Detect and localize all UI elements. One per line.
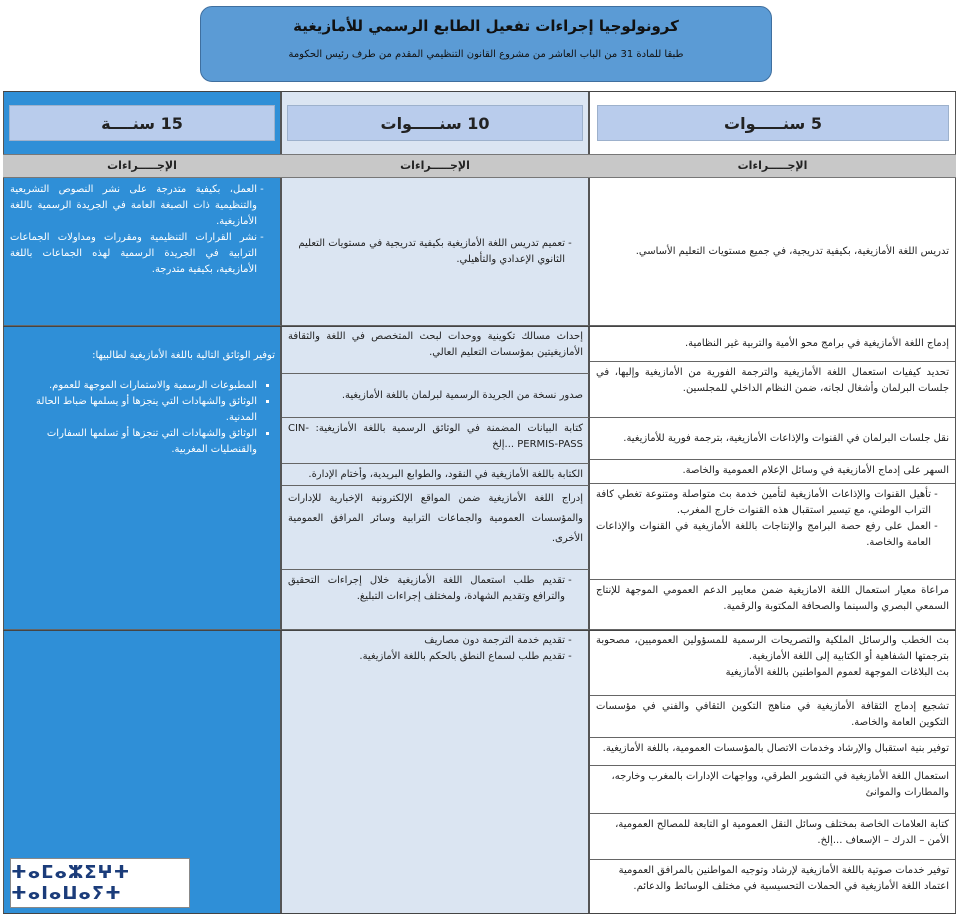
list-item: ▪ الوثائق والشهادات التي ينجزها أو يسلمها ضباط الحالة المدنية.: [10, 394, 257, 426]
row-separator: [3, 326, 956, 327]
five-item-2: إدماج اللغة الأمازيغية في برامج محو الأمية والتربية غير النظامية.: [590, 326, 955, 362]
fifteen-item-1: [4, 179, 281, 326]
five-item-7: [590, 630, 955, 696]
ten-item-1: [282, 179, 589, 326]
list-item: - تأهيل القنوات والإذاعات الأمازيغية لتأمين خدمة بث متواصلة ومتنوعة تغطي كافة التراب الوطني، مع تيسير استقبال هذه القنوات خارج المغرب.: [596, 487, 931, 519]
ten-item-7: [282, 570, 589, 630]
list-item: - العمل، بكيفية متدرجة على نشر النصوص التشريعية والتنظيمية ذات الصبغة العامة في الجريدة الرسمية باللغة الأمازيغية.: [10, 182, 257, 230]
five-item-12-b: اعتماد اللغة الأمازيغية في الحملات التحسيسية في مختلف الوسائط والدعائم.: [633, 881, 949, 892]
list-item: ▪ الوثائق والشهادات التي تنجزها أو تسلمها السفارات والقنصليات المغربية.: [10, 426, 257, 458]
five-item-8: تشجيع إدماج الثقافة الأمازيغية في مناهج التكوين الثقافي والفني في مؤسسات التكوين العامة والخاصة.: [590, 696, 955, 738]
title-banner: [200, 6, 772, 82]
five-item-3: تحديد كيفيات استعمال اللغة الأمازيغية والترجمة الفورية من الأمازيغية وإليها، في جلسات البرلمان وأشغال لجانه، ضمن النظام الداخلي للمجلسين.: [590, 362, 955, 418]
five-item-7-b: بث البلاغات الموجهة لعموم المواطنين باللغة الأمازيغية: [725, 667, 949, 678]
list-item: - تعميم تدريس اللغة الأمازيغية بكيفية تدريجية في مستويات التعليم الثانوي الإعدادي والتأهيلي.: [288, 236, 565, 268]
subheader-5-years: الإجـــــراءات: [589, 154, 956, 178]
ten-item-6: إدراج اللغة الأمازيغية ضمن المواقع الإلكترونية الإخبارية للإدارات والمؤسسات العمومية والجماعات الترابية وسائر المرافق العمومية الأخرى.: [282, 486, 589, 570]
five-item-11: كتابة العلامات الخاصة بمختلف وسائل النقل العمومية او التابعة للمصالح العمومية، الأمن – الدرك – الإسعاف ...إلخ.: [590, 814, 955, 860]
page-subtitle: طبقا للمادة 31 من الباب العاشر من مشروع القانون التنظيمي المقدم من طرف رئيس الحكومة: [288, 49, 684, 60]
subheader-15-years: الإجـــــراءات: [3, 154, 281, 178]
header-15-years: 15 سنــــة: [9, 105, 275, 141]
list-item: - العمل على رفع حصة البرامج والإنتاجات باللغة الأمازيغية في القنوات والإذاعات العامة والخاصة.: [596, 519, 931, 551]
row-separator: [3, 630, 956, 631]
five-item-1: تدريس اللغة الأمازيغية، بكيفية تدريجية، في جميع مستويات التعليم الأساسي.: [590, 179, 955, 326]
ten-item-4: كتابة البيانات المضمنة في الوثائق الرسمية باللغة الأمازيغية: -CIN PERMIS-PASS ...إلخ: [282, 418, 589, 464]
five-item-4: نقل جلسات البرلمان في القنوات والإذاعات الأمازيغية، بترجمة فورية للأمازيغية.: [590, 418, 955, 460]
list-item: - تقديم طلب لسماع النطق بالحكم باللغة الأمازيغية.: [288, 649, 565, 665]
header-5-years: 5 سنـــــوات: [597, 105, 949, 141]
page-title: كرونولوجيا إجراءات تفعيل الطابع الرسمي للأمازيغية: [293, 17, 679, 35]
ten-item-5: الكتابة باللغة الأمازيغية في النقود، والطوابع البريدية، وأختام الإدارة.: [282, 464, 589, 486]
five-item-12: [590, 860, 955, 913]
five-item-6: مراعاة معيار استعمال اللغة الامازيغية ضمن معايير الدعم العمومي الموجهة للإنتاج السمعي البصري والسينما والصحافة المكتوبة والرقمية.: [590, 580, 955, 630]
fifteen-item-2: [4, 326, 281, 630]
table-top-border: [3, 91, 956, 92]
five-item-5: السهر على إدماج الأمازيغية في وسائل الإعلام العمومية والخاصة.: [590, 460, 955, 484]
list-item: - تقديم طلب استعمال اللغة الأمازيغية خلال إجراءات التحقيق والترافع وتقديم الشهادة، ولمختلف إجراءات التبليغ.: [288, 573, 565, 605]
list-item: - تقديم خدمة الترجمة دون مصاريف: [288, 633, 565, 649]
fifteen-docs-intro: توفير الوثائق التالية باللغة الأمازيغية لطالبيها:: [92, 350, 275, 361]
five-item-9: توفير بنية استقبال والإرشاد وخدمات الاتصال بالمؤسسات العمومية، باللغة الأمازيغية.: [590, 738, 955, 766]
header-10-years: 10 سنـــــوات: [287, 105, 583, 141]
five-item-10: استعمال اللغة الأمازيغية في التشوير الطرقي، وواجهات الإدارات بالمغرب وخارجه، والمطارات والموانئ: [590, 766, 955, 814]
ten-item-8: [282, 630, 589, 913]
ten-item-3: صدور نسخة من الجريدة الرسمية لبرلمان باللغة الأمازيغية.: [282, 374, 589, 418]
list-item: - نشر القرارات التنظيمية ومقررات ومداولات الجماعات الترابية في الجريدة الرسمية لهذه الجماعات باللغة الأمازيغية، بكيفية متدرجة.: [10, 230, 257, 278]
subheader-10-years: الإجـــــراءات: [281, 154, 589, 178]
list-item: ▪ المطبوعات الرسمية والاستمارات الموجهة للعموم.: [10, 378, 257, 394]
ircam-logo: ⵜⴰⵎⴰⵣⵉⵖⵜ ⵜⴰⵏⴰⵡⴰⵢⵜ: [10, 858, 190, 908]
ten-item-2: إحداث مسالك تكوينية ووحدات لبحث المتخصص في اللغة والثقافة الأمازيغيتين بمؤسسات التعليم العالي.: [282, 326, 589, 374]
five-item-7-a: بث الخطب والرسائل الملكية والتصريحات الرسمية للمسؤولين العموميين، مصحوبة بترجمتها الشفاهية أو الكتابية إلى اللغة الأمازيغية.: [596, 635, 949, 662]
five-item-bullets: [590, 484, 955, 580]
table-bottom-border: [3, 913, 956, 914]
five-item-12-a: توفير خدمات صوتية باللغة الأمازيغية لإرشاد وتوجيه المواطنين بالمرافق العمومية: [618, 865, 949, 876]
chronology-table: [3, 91, 956, 914]
